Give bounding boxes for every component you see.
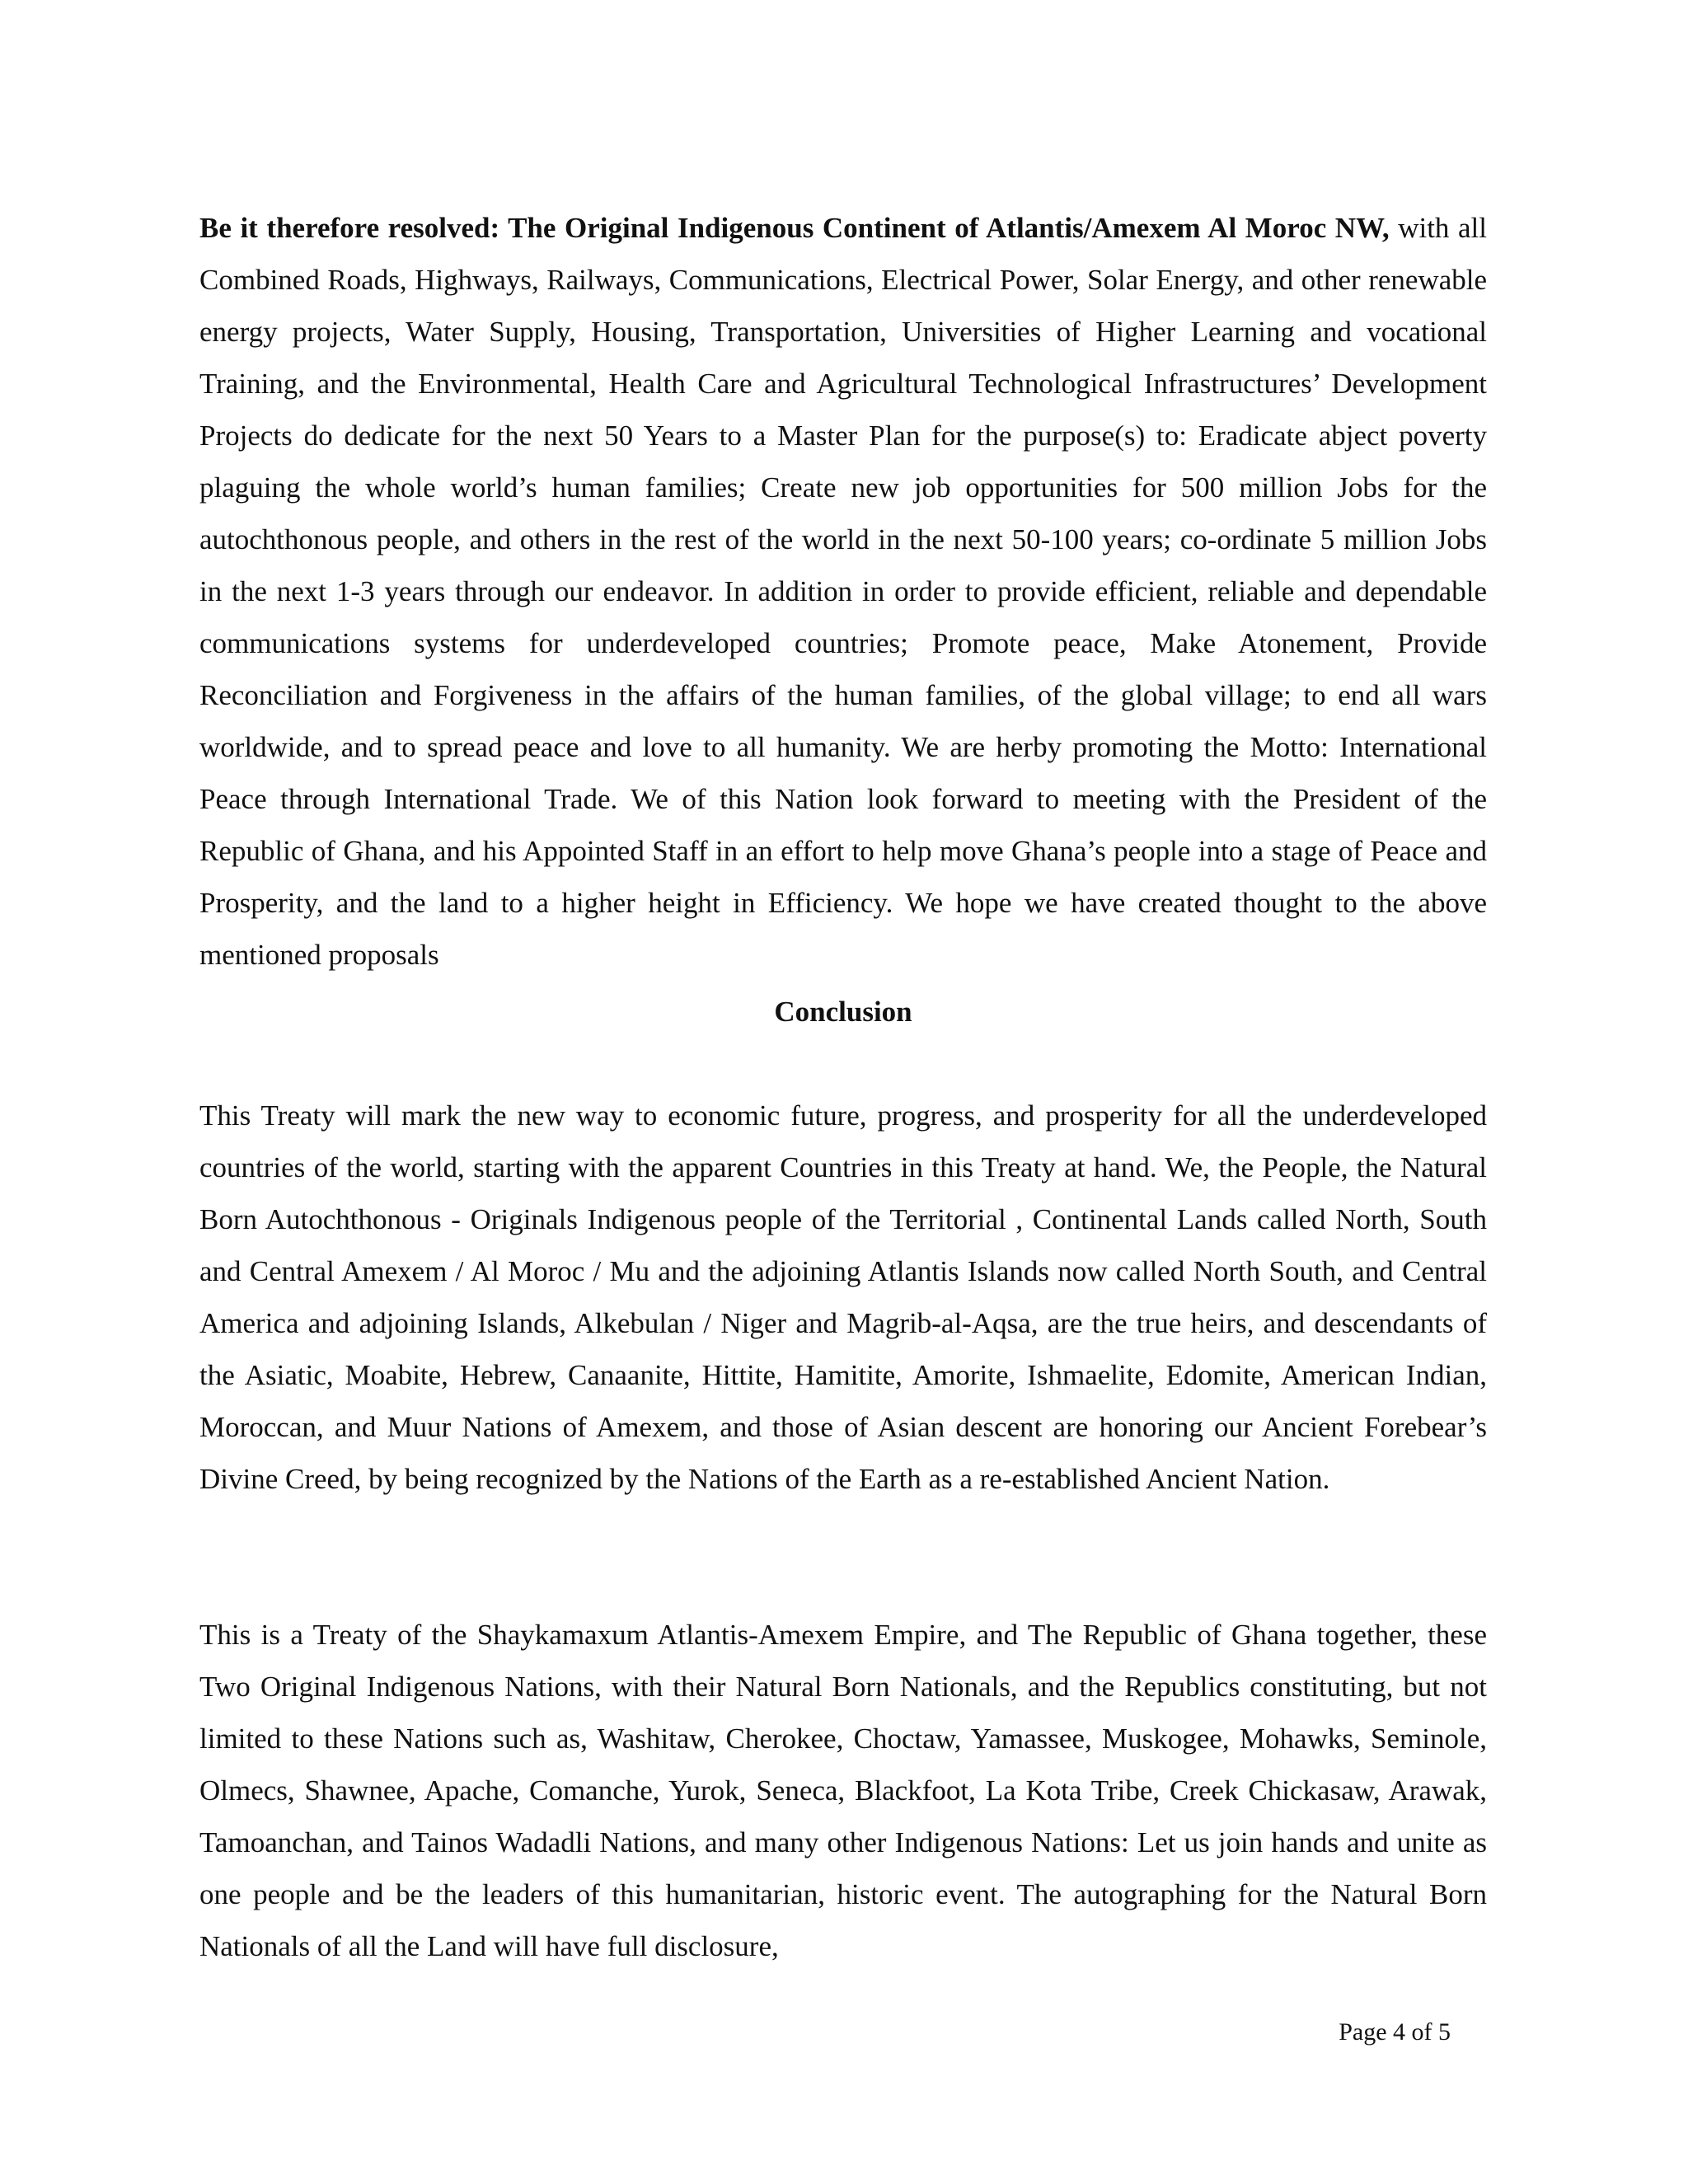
resolution-lead: Be it therefore resolved: The Original Indigenous Continent of Atlantis/Amexem Al Moroc NW, [199,212,1390,244]
conclusion-heading: Conclusion [774,996,912,1028]
resolution-body: with all Combined Roads, Highways, Railways, Communications, Electrical Power, Solar Energy, and other renewable energy projects, Water Supply, Housing, Transportation, Universities of Higher Learning and vocational Training, and the Environmental, Health Care and Agricultural Technological Infrastructures’ Development Projects do dedicate for the next 50 Years to a Master Plan for the purpose(s) to: Eradicate abject poverty plaguing the whole world’s human families; Create new job opportunities for 500 million Jobs for the autochthonous people, and others in the rest of the world in the next 50-100 years; co-ordinate 5 million Jobs in the next 1-3 years through our endeavor. In addition in order to provide efficient, reliable and dependable communications systems for underdeveloped countries; Promote peace, Make Atonement, Provide Reconciliation and Forgiveness in the affairs of the human families, of the global village; to end all wars worldwide, and to spread peace and love to all humanity. We are herby promoting the Motto: International Peace through International Trade. We of this Nation look forward to meeting with the President of the Republic of Ghana, and his Appointed Staff in an effort to help move Ghana’s people into a stage of Peace and Prosperity, and the land to a higher height in Efficiency. We hope we have created thought to the above mentioned proposals [199,212,1487,971]
conclusion-paragraph-2: This is a Treaty of the Shaykamaxum Atlantis-Amexem Empire, and The Republic of Ghana together, these Two Original Indigenous Nations, with their Natural Born Nationals, and the Republics constituting, but not limited to these Nations such as, Washitaw, Cherokee, Choctaw, Yamassee, Muskogee, Mohawks, Seminole, Olmecs, Shawnee, Apache, Comanche, Yurok, Seneca, Blackfoot, La Kota Tribe, Creek Chickasaw, Arawak, Tamoanchan, and Tainos Wadadli Nations, and many other Indigenous Nations: Let us join hands and unite as one people and be the leaders of this humanitarian, historic event. The autographing for the Natural Born Nationals of all the Land will have full disclosure, [199,1619,1487,1962]
conclusion-paragraph-1: This Treaty will mark the new way to economic future, progress, and prosperity for all the underdeveloped countries of the world, starting with the apparent Countries in this Treaty at hand. We, the People, the Natural Born Autochthonous - Originals Indigenous people of the Territorial , Continental Lands called North, South and Central Amexem / Al Moroc / Mu and the adjoining Atlantis Islands now called North South, and Central America and adjoining Islands, Alkebulan / Niger and Magrib-al-Aqsa, are the true heirs, and descendants of the Asiatic, Moabite, Hebrew, Canaanite, Hittite, Hamitite, Amorite, Ishmaelite, Edomite, American Indian, Moroccan, and Muur Nations of Amexem, and those of Asian descent are honoring our Ancient Forebear’s Divine Creed, by being recognized by the Nations of the Earth as a re-established Ancient Nation. [199,1099,1487,1495]
resolution-paragraph [199,202,1487,981]
page-number: Page 4 of 5 [1339,2018,1451,2046]
